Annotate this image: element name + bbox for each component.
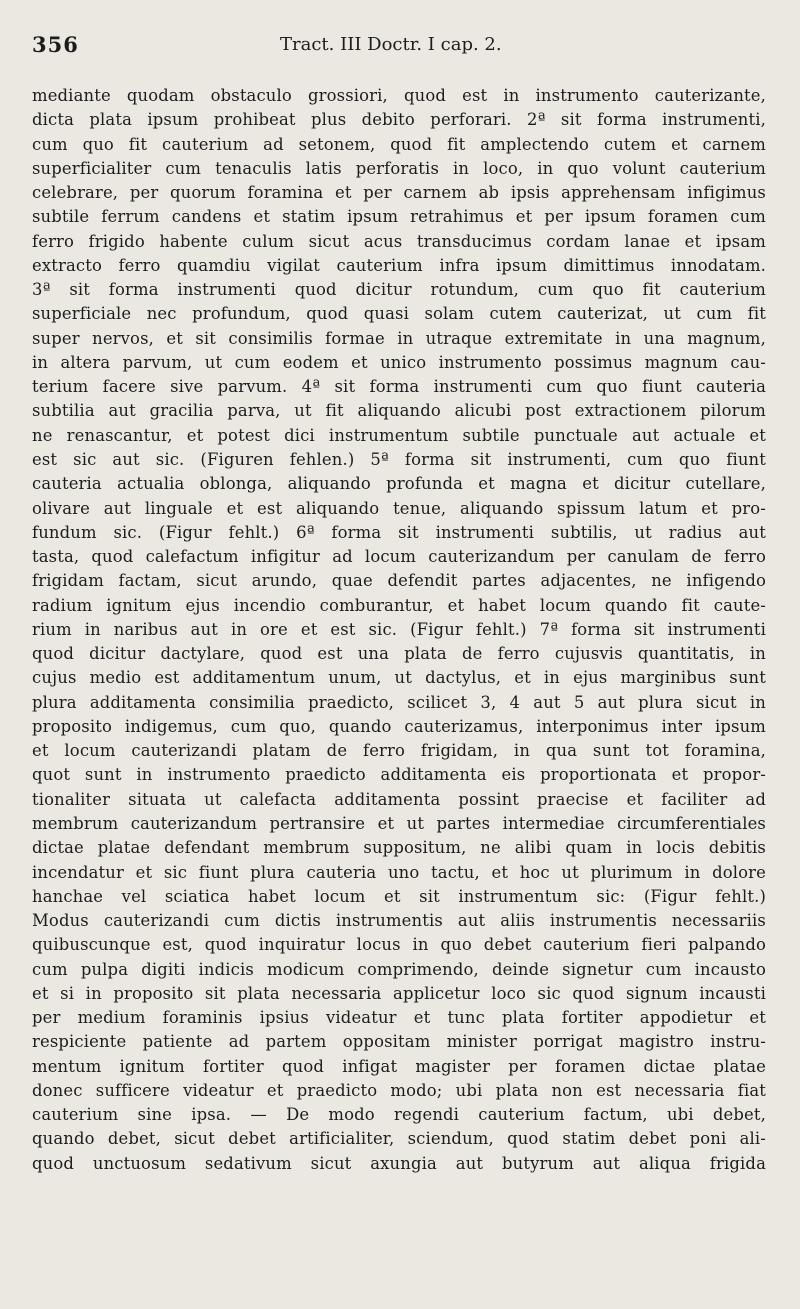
text-line: ferro frigido habente culum sicut acus transducimus cordam lanae et ipsam — [32, 231, 766, 251]
text-line: per medium foraminis ipsius videatur et tunc plata fortiter appodietur et — [32, 1008, 766, 1028]
text-line: et si in proposito sit plata necessaria applicetur loco sic quod signum incausti — [32, 983, 766, 1003]
text-line: cum quo fit cauterium ad setonem, quod fit amplectendo cutem et carnem — [32, 134, 766, 154]
text-line: quibuscunque est, quod inquiratur locus in quo debet cauterium fieri palpando — [32, 935, 766, 955]
text-line: subtile ferrum candens et statim ipsum retrahimus et per ipsum foramen cum — [32, 207, 766, 227]
text-line: quod dicitur dactylare, quod est una plata de ferro cujusvis quantitatis, in — [32, 644, 766, 664]
text-line: superficialiter cum tenaculis latis perforatis in loco, in quo volunt cauterium — [32, 158, 766, 178]
text-line: quando debet, sicut debet artificialiter, sciendum, quod statim debet poni ali- — [32, 1129, 766, 1149]
text-line: terium facere sive parvum. 4ª sit forma instrumenti cum quo fiunt cauteria — [32, 377, 766, 397]
text-line: et locum cauterizandi platam de ferro frigidam, in qua sunt tot foramina, — [32, 741, 766, 761]
text-line: plura additamenta consimilia praedicto, scilicet 3, 4 aut 5 aut plura sicut in — [32, 692, 766, 712]
text-line: est sic aut sic. (Figuren fehlen.) 5ª forma sit instrumenti, cum quo fiunt — [32, 449, 766, 469]
text-line: in altera parvum, ut cum eodem et unico instrumento possimus magnum cau- — [32, 352, 766, 372]
text-line: proposito indigemus, cum quo, quando cauterizamus, interponimus inter ipsum — [32, 716, 766, 736]
text-line: cauteria actualia oblonga, aliquando profunda et magna et dicitur cutellare, — [32, 474, 766, 494]
text-line: extracto ferro quamdiu vigilat cauterium infra ipsum dimittimus innodatam. — [32, 255, 766, 275]
text-line: subtilia aut gracilia parva, ut fit aliquando alicubi post extractionem pilorum — [32, 401, 766, 421]
text-line: donec sufficere videatur et praedicto modo; ubi plata non est necessaria fiat — [32, 1080, 766, 1100]
text-line: dictae platae defendant membrum suppositum, ne alibi quam in locis debitis — [32, 838, 766, 858]
text-line: fundum sic. (Figur fehlt.) 6ª forma sit instrumenti subtilis, ut radius aut — [32, 522, 766, 542]
text-line: super nervos, et sit consimilis formae in utraque extremitate in una magnum, — [32, 328, 766, 348]
text-line: mentum ignitum fortiter quod infigat magister per foramen dictae platae — [32, 1056, 766, 1076]
text-line: dicta plata ipsum prohibeat plus debito perforari. 2ª sit forma instrumenti, — [32, 110, 766, 130]
text-line: tasta, quod calefactum infigitur ad locum cauterizandum per canulam de ferro — [32, 547, 766, 567]
text-line: mediante quodam obstaculo grossiori, quod est in instrumento cauterizante, — [32, 86, 766, 105]
text-line: Modus cauterizandi cum dictis instrumentis aut aliis instrumentis necessariis — [32, 911, 766, 931]
text-line: olivare aut linguale et est aliquando tenue, aliquando spissum latum et pro- — [32, 498, 766, 518]
text-line: celebrare, per quorum foramina et per carnem ab ipsis apprehensam infigimus — [32, 183, 766, 203]
running-head: Tract. III Doctr. I cap. 2. — [280, 34, 502, 55]
text-line: radium ignitum ejus incendio comburantur, et habet locum quando fit caute- — [32, 595, 766, 615]
text-line: 3ª sit forma instrumenti quod dicitur rotundum, cum quo fit cauterium — [32, 280, 766, 300]
text-line: cujus medio est additamentum unum, ut dactylus, et in ejus marginibus sunt — [32, 668, 766, 688]
text-line: quot sunt in instrumento praedicto additamenta eis proportionata et propor- — [32, 765, 766, 785]
text-line: frigidam factam, sicut arundo, quae defendit partes adjacentes, ne infigendo — [32, 571, 766, 591]
page-number: 356 — [32, 32, 79, 57]
text-line: cum pulpa digiti indicis modicum comprimendo, deinde signetur cum incausto — [32, 959, 766, 979]
text-line: rium in naribus aut in ore et est sic. (Figur fehlt.) 7ª forma sit instrumenti — [32, 619, 766, 639]
page-header — [30, 30, 770, 60]
text-line: tionaliter situata ut calefacta additamenta possint praecise et faciliter ad — [32, 789, 766, 809]
text-line: membrum cauterizandum pertransire et ut partes intermediae circumferentiales — [32, 813, 766, 833]
text-line: incendatur et sic fiunt plura cauteria uno tactu, et hoc ut plurimum in dolore — [32, 862, 766, 882]
text-line: respiciente patiente ad partem oppositam minister porrigat magistro instru- — [32, 1032, 766, 1052]
text-line: quod unctuosum sedativum sicut axungia aut butyrum aut aliqua frigida — [32, 1153, 766, 1173]
text-line: cauterium sine ipsa. — De modo regendi cauterium factum, ubi debet, — [32, 1105, 766, 1125]
body-text — [32, 84, 766, 1176]
text-line: superficiale nec profundum, quod quasi solam cutem cauterizat, ut cum fit — [32, 304, 766, 324]
text-line: ne renascantur, et potest dici instrumentum subtile punctuale aut actuale et — [32, 425, 766, 445]
text-line: hanchae vel sciatica habet locum et sit instrumentum sic: (Figur fehlt.) — [32, 886, 766, 906]
